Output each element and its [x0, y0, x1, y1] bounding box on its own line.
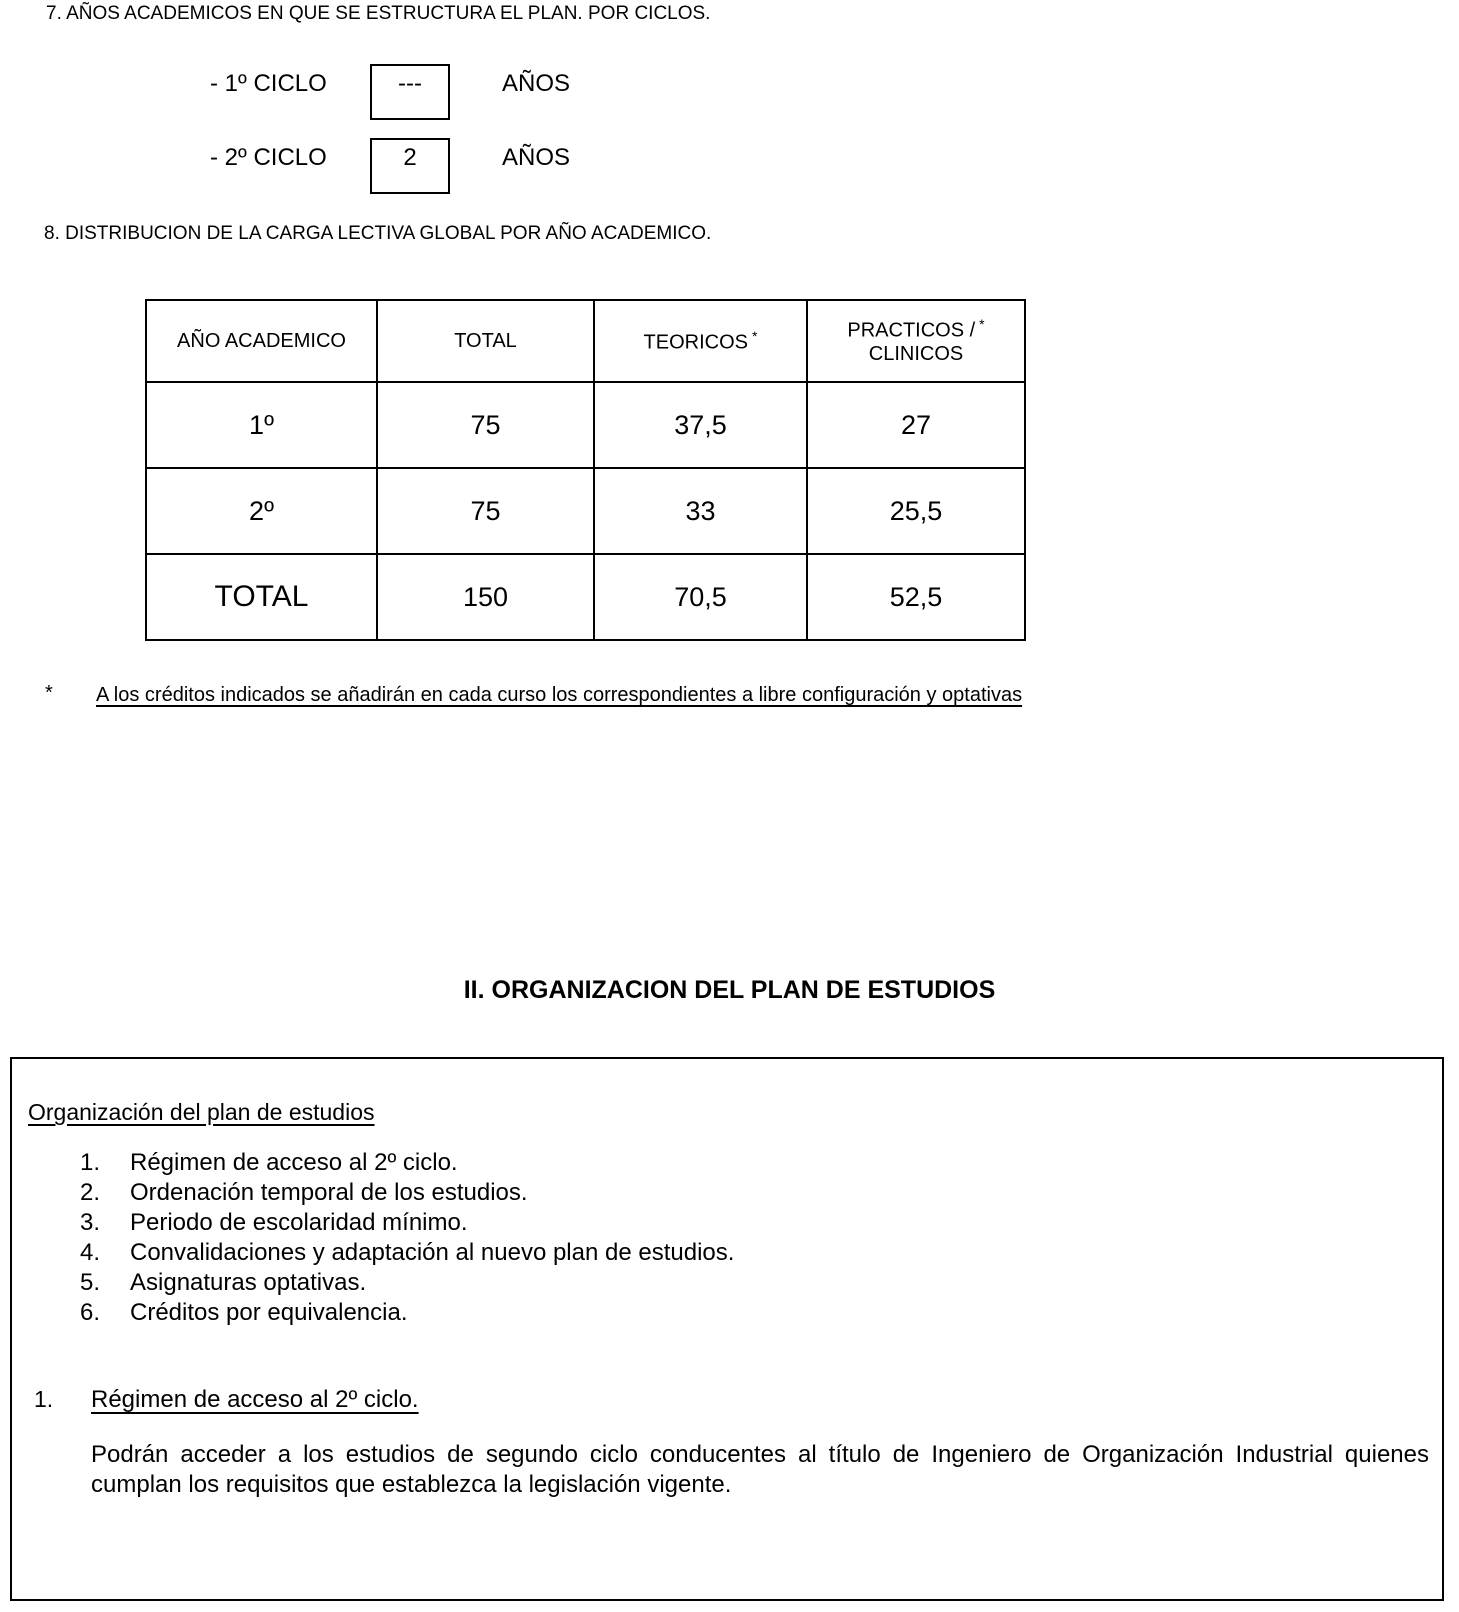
cell-total: 150 [377, 554, 594, 640]
table-row [146, 382, 1025, 468]
table-total-row [146, 554, 1025, 640]
subsection-number: 1. [34, 1386, 54, 1412]
section-heading: II. ORGANIZACION DEL PLAN DE ESTUDIOS [463, 976, 996, 1004]
list-item: 2. Ordenación temporal de los estudios. [80, 1179, 528, 1206]
list-item: 5. Asignaturas optativas. [80, 1269, 367, 1296]
cycle-1-unit: AÑOS [502, 70, 571, 97]
cell-year: 1º [146, 382, 377, 468]
header-theory-asterisk: * [752, 327, 758, 344]
footnote-text: A los créditos indicados se añadirán en cada curso los correspondientes a libre configuración y optativas [96, 684, 1023, 706]
header-total: TOTAL [377, 300, 594, 382]
cycle-2-unit: AÑOS [502, 144, 571, 171]
cycle-1-label: - 1º CICLO [210, 70, 327, 97]
academic-load-table [145, 299, 1026, 641]
cell-year: 2º [146, 468, 377, 554]
cell-total: 75 [377, 468, 594, 554]
subsection-paragraph: Podrán acceder a los estudios de segundo ciclo conducentes al título de Ingeniero de Organización Industrial quienes cumplan los requisitos que establezca la legislación vigente. [91, 1441, 1429, 1498]
list-item: 6. Créditos por equivalencia. [80, 1299, 408, 1326]
cell-practice: 27 [807, 382, 1025, 468]
cycle-2-label: - 2º CICLO [210, 144, 327, 171]
organization-list [80, 1148, 734, 1328]
header-practice-asterisk: * [979, 316, 985, 333]
cycle-2-years-value: 2 [403, 144, 417, 171]
subsection-title: Régimen de acceso al 2º ciclo. [91, 1386, 419, 1413]
organization-box [10, 1057, 1444, 1601]
cell-year: TOTAL [146, 554, 377, 640]
section-7-title: 7. AÑOS ACADEMICOS EN QUE SE ESTRUCTURA EL PLAN. POR CICLOS. [46, 3, 711, 24]
list-item: 4. Convalidaciones y adaptación al nuevo plan de estudios. [80, 1239, 735, 1266]
cycle-2-years-box [370, 138, 450, 194]
cycle-1-years-value: --- [398, 70, 422, 97]
list-item: 1. Régimen de acceso al 2º ciclo. [80, 1149, 458, 1176]
organization-title: Organización del plan de estudios [28, 1099, 375, 1125]
table-header-row [146, 300, 1025, 382]
header-theory: TEORICOS * [594, 300, 807, 382]
header-year: AÑO ACADEMICO [146, 300, 377, 382]
cell-total: 75 [377, 382, 594, 468]
list-item: 3. Periodo de escolaridad mínimo. [80, 1209, 468, 1236]
header-practice: PRACTICOS / * CLINICOS [807, 300, 1025, 382]
cell-practice: 25,5 [807, 468, 1025, 554]
cell-theory: 37,5 [594, 382, 807, 468]
footnote-marker: * [45, 682, 53, 704]
cell-practice: 52,5 [807, 554, 1025, 640]
cell-theory: 70,5 [594, 554, 807, 640]
cell-theory: 33 [594, 468, 807, 554]
table-row [146, 468, 1025, 554]
cycle-1-years-box [370, 64, 450, 120]
section-8-title: 8. DISTRIBUCION DE LA CARGA LECTIVA GLOBAL POR AÑO ACADEMICO. [44, 223, 712, 244]
